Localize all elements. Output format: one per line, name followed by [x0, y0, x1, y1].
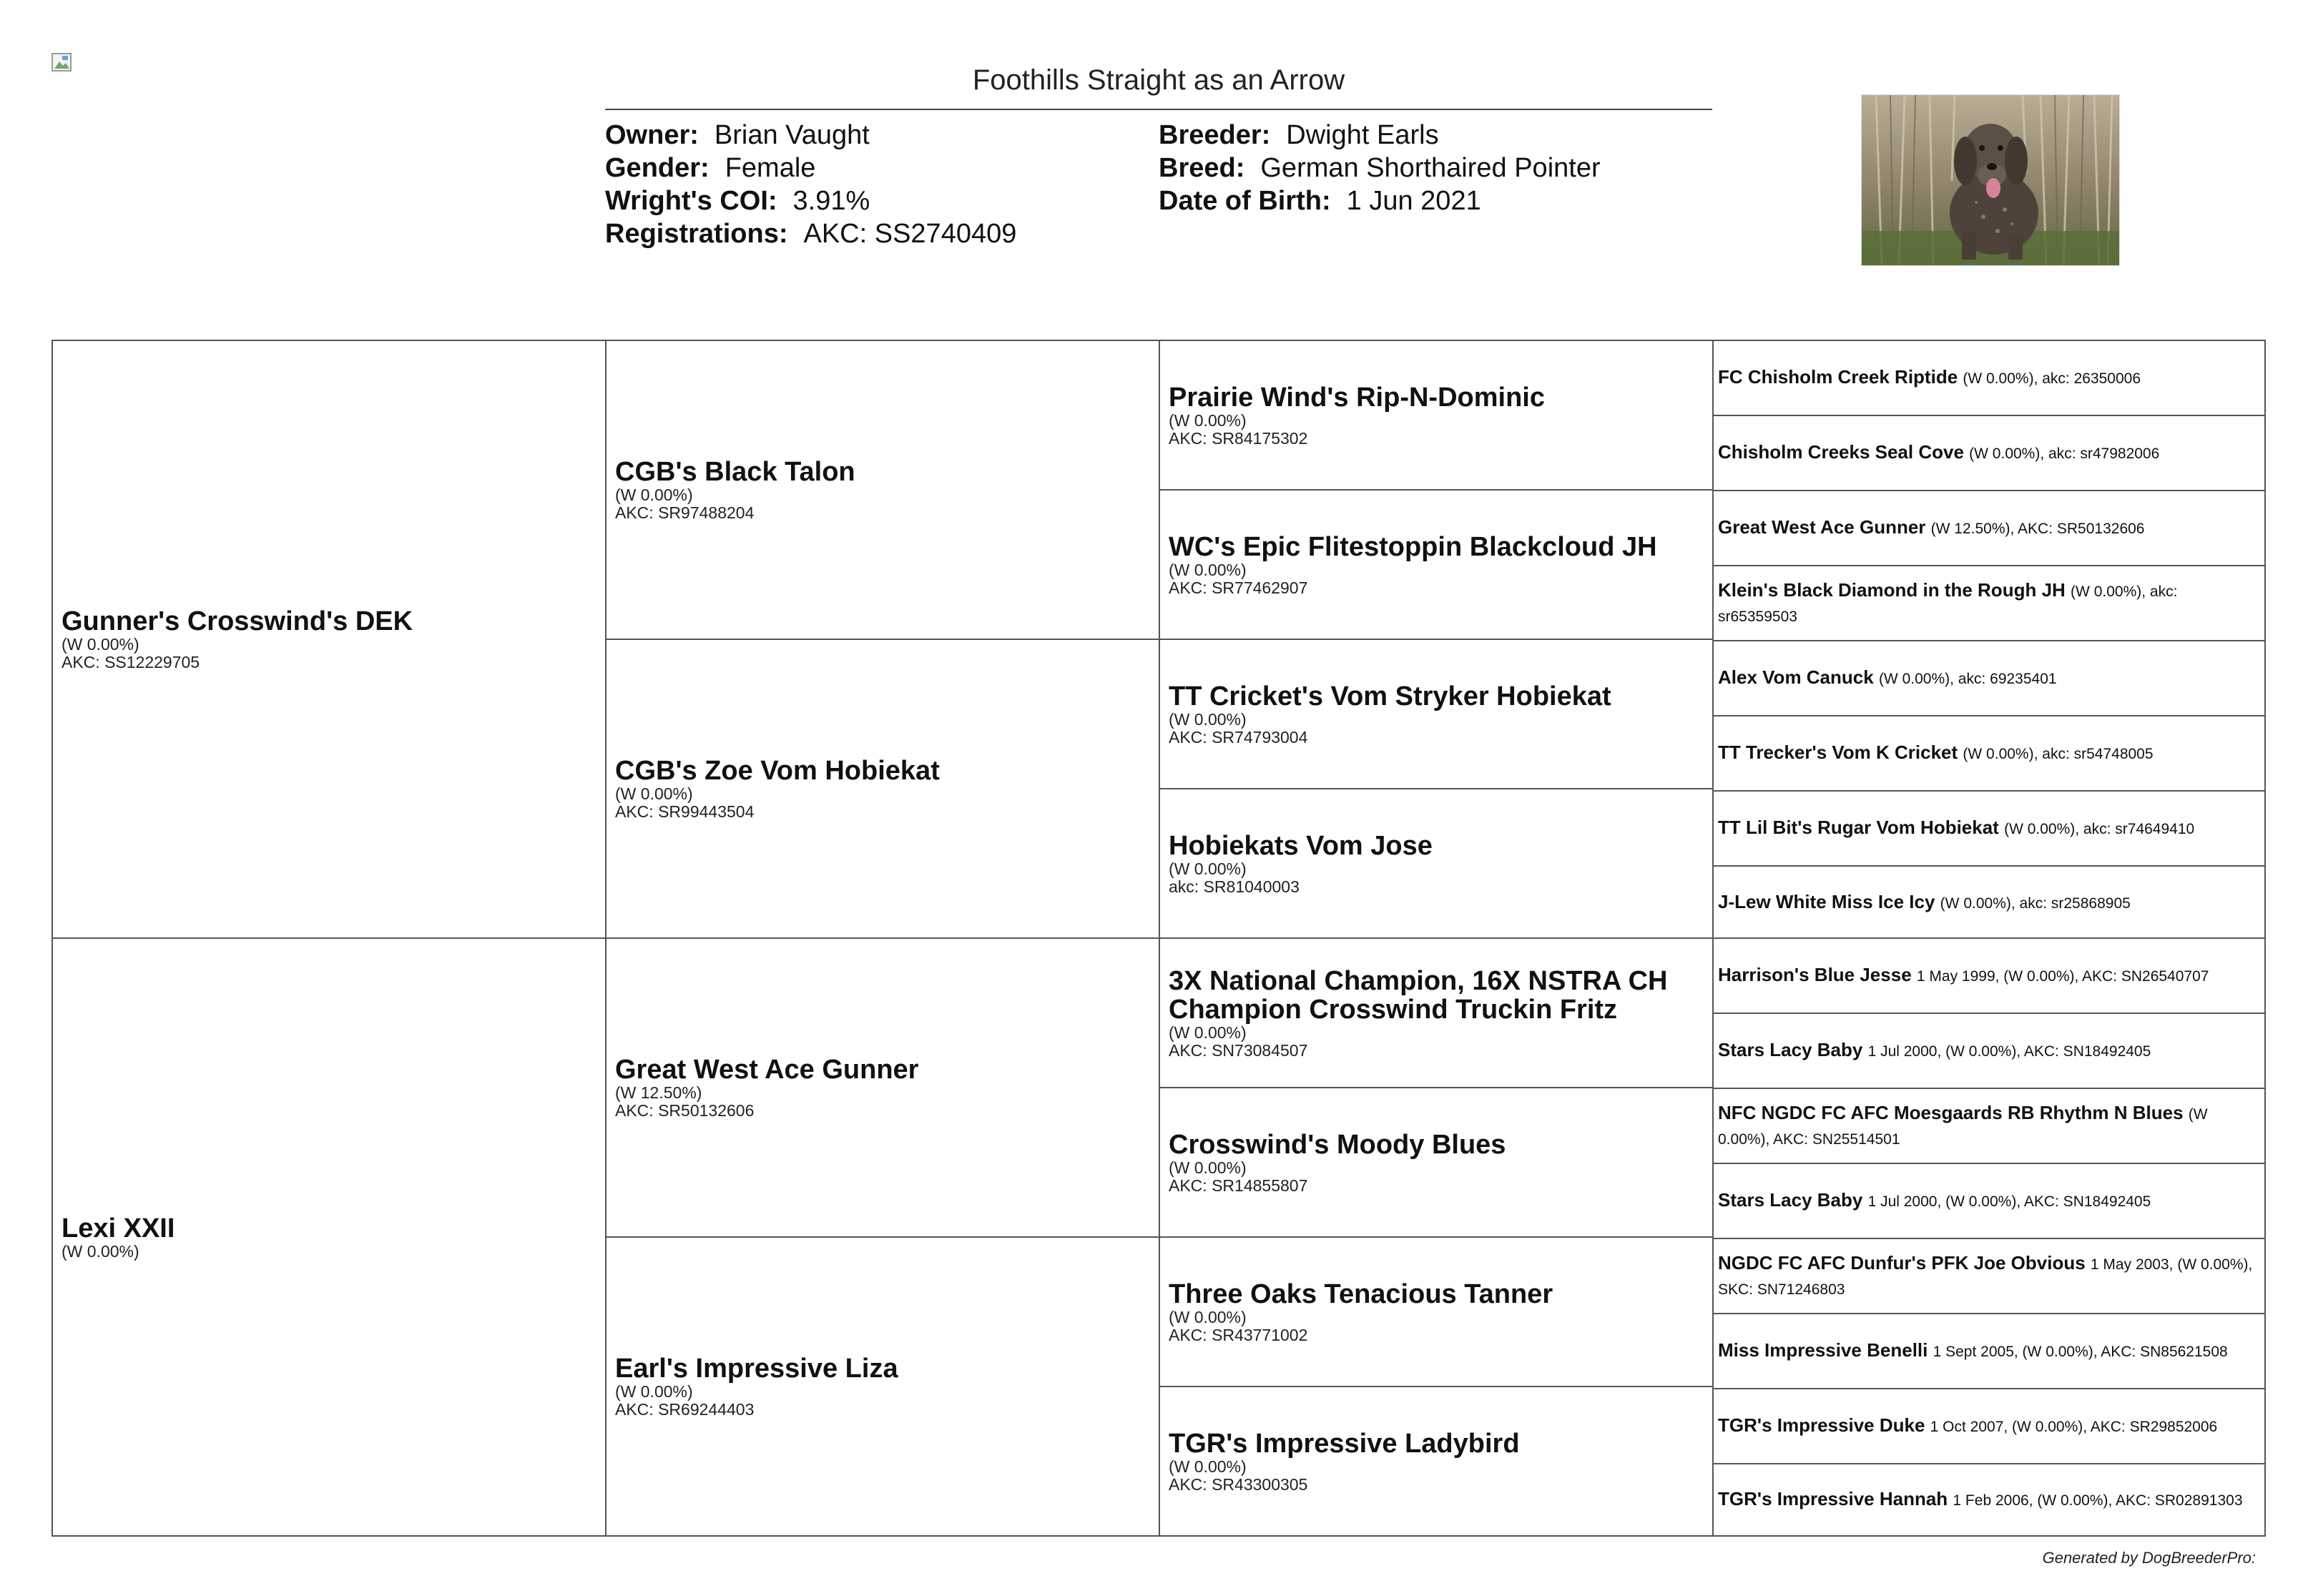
dob-value: 1 Jun 2021 [1346, 186, 1481, 216]
dog-name: NFC NGDC FC AFC Moesgaards RB Rhythm N Blues [1718, 1101, 2184, 1123]
pedigree-dam [51, 937, 607, 1537]
dog-meta: 1 Sept 2005, (W 0.00%), AKC: SN85621508 [1933, 1344, 2228, 1360]
pedigree-gen2-cell [605, 340, 1160, 640]
dog-coi: (W 0.00%) [1169, 1158, 1247, 1177]
dog-photo-image [1862, 95, 2119, 265]
dog-name: TGR's Impressive Ladybird [1169, 1428, 1520, 1459]
breed-row [1159, 152, 1601, 184]
dog-coi: (W 0.00%) [62, 635, 139, 654]
gender-value: Female [725, 153, 816, 183]
pedigree-gen3-cell [1159, 1236, 1714, 1387]
dog-name: Stars Lacy Baby [1718, 1189, 1863, 1211]
breeder-label: Breeder: [1159, 120, 1271, 150]
pedigree-gen4-cell [1712, 1313, 2266, 1389]
dog-name: Gunner's Crosswind's DEK [62, 606, 413, 636]
dog-coi: (W 0.00%) [1169, 410, 1247, 430]
pedigree-gen3-cell [1159, 340, 1714, 491]
dog-registration: AKC: SR74793004 [1169, 727, 1308, 747]
dog-name: Earl's Impressive Liza [615, 1354, 898, 1384]
pedigree-gen3-cell [1159, 1386, 1714, 1537]
dog-name: 3X National Champion, 16X NSTRA CH Champion Crosswind Truckin Fritz [1169, 965, 1668, 1025]
dog-meta: 1 Jul 2000, (W 0.00%), AKC: SN18492405 [1867, 1043, 2151, 1060]
dog-coi: (W 0.00%) [1169, 709, 1247, 729]
breed-value: German Shorthaired Pointer [1260, 153, 1601, 183]
dog-coi: (W 0.00%) [615, 784, 693, 803]
dog-meta: (W 0.00%), akc: 26350006 [1963, 370, 2141, 387]
coi-label: Wright's COI: [605, 186, 777, 216]
dog-meta: (W 0.00%), akc: sr25868905 [1940, 895, 2131, 912]
dog-name: Hobiekats Vom Jose [1169, 830, 1433, 861]
pedigree-gen4-cell [1712, 565, 2266, 641]
dog-name: Stars Lacy Baby [1718, 1039, 1863, 1060]
dog-registration: AKC: SR77462907 [1169, 578, 1308, 597]
pedigree-gen4-cell [1712, 937, 2266, 1014]
gender-row [605, 152, 1016, 184]
dog-name: FC Chisholm Creek Riptide [1718, 366, 1958, 388]
gender-label: Gender: [605, 153, 709, 183]
pedigree-gen4-cell [1712, 1388, 2266, 1464]
dog-name: Miss Impressive Benelli [1718, 1339, 1928, 1361]
gen4-text [1718, 440, 2260, 466]
breeder-row [1159, 119, 1601, 152]
dog-coi: (W 12.50%) [615, 1083, 702, 1102]
dog-registration: AKC: SR43771002 [1169, 1325, 1308, 1344]
gen4-text [1718, 1487, 2260, 1512]
dob-label: Date of Birth: [1159, 186, 1331, 216]
dog-name: Lexi XXII [62, 1213, 175, 1243]
dog-name: Chisholm Creeks Seal Cove [1718, 441, 1964, 463]
dog-name: WC's Epic Flitestoppin Blackcloud JH [1169, 531, 1657, 562]
dog-name: TT Cricket's Vom Stryker Hobiekat [1169, 681, 1611, 711]
coi-row [605, 184, 1016, 217]
dog-coi: (W 0.00%) [615, 486, 693, 504]
gen4-text [1718, 1339, 2260, 1364]
dog-name: CGB's Black Talon [615, 457, 855, 487]
registrations-label: Registrations: [605, 219, 788, 249]
owner-value: Brian Vaught [714, 120, 870, 150]
gen4-text [1718, 1038, 2260, 1063]
dog-meta: (W 0.00%), akc: 69235401 [1878, 671, 2057, 687]
dog-name: Harrison's Blue Jesse [1718, 964, 1912, 985]
dog-name: Great West Ace Gunner [615, 1055, 919, 1085]
pedigree-gen3-cell [1159, 1087, 1714, 1238]
gen4-text [1718, 1251, 2260, 1301]
dog-meta: 1 Jul 2000, (W 0.00%), AKC: SN18492405 [1867, 1193, 2151, 1210]
pedigree-gen3-cell [1159, 639, 1714, 789]
pedigree-gen3-cell [1159, 788, 1714, 939]
dog-registration: AKC: SR84175302 [1169, 428, 1308, 448]
dog-name: Prairie Wind's Rip-N-Dominic [1169, 382, 1545, 413]
dog-registration: AKC: SR50132606 [615, 1101, 755, 1120]
breeder-value: Dwight Earls [1286, 120, 1439, 150]
dog-name: Crosswind's Moody Blues [1169, 1129, 1506, 1160]
dog-registration: AKC: SR97488204 [615, 503, 755, 522]
pedigree-gen2-cell [605, 1236, 1160, 1537]
gen4-text [1718, 1188, 2260, 1213]
dog-registration: AKC: SN73084507 [1169, 1040, 1308, 1060]
dog-name: Three Oaks Tenacious Tanner [1169, 1279, 1553, 1309]
pedigree-gen4-cell [1712, 1088, 2266, 1164]
dog-name: Great West Ace Gunner [1718, 516, 1926, 538]
dog-name: TGR's Impressive Hannah [1718, 1488, 1948, 1509]
pedigree-gen2-cell [605, 639, 1160, 939]
gen4-text [1718, 963, 2260, 988]
dog-registration: AKC: SR99443504 [615, 802, 755, 821]
dog-name: CGB's Zoe Vom Hobiekat [615, 756, 940, 786]
info-right [1159, 119, 1601, 217]
owner-row [605, 119, 1016, 152]
gen4-text [1718, 516, 2260, 541]
gen4-text [1718, 365, 2260, 390]
dog-coi: (W 0.00%) [1169, 1307, 1247, 1326]
pedigree-gen4-cell [1712, 340, 2266, 416]
dog-registration: AKC: SR14855807 [1169, 1176, 1308, 1195]
owner-label: Owner: [605, 120, 699, 150]
gen4-text [1718, 890, 2260, 915]
registrations-value: AKC: SS2740409 [803, 219, 1017, 249]
dog-name: Alex Vom Canuck [1718, 666, 1874, 688]
dog-name: TGR's Impressive Duke [1718, 1414, 1925, 1436]
dog-meta: 1 Feb 2006, (W 0.00%), AKC: SR02891303 [1953, 1492, 2243, 1509]
dog-name: NGDC FC AFC Dunfur's PFK Joe Obvious [1718, 1251, 2086, 1274]
dog-meta: (W 12.50%), AKC: SR50132606 [1930, 521, 2145, 537]
info-left [605, 119, 1016, 250]
dog-coi: (W 0.00%) [1169, 1457, 1247, 1476]
pedigree-gen4-cell [1712, 1238, 2266, 1314]
dog-coi: (W 0.00%) [1169, 1023, 1247, 1042]
gen4-text [1718, 1414, 2260, 1439]
gen4-text [1718, 578, 2260, 629]
pedigree-gen4-cell [1712, 1463, 2266, 1537]
pedigree-gen4-cell [1712, 1013, 2266, 1089]
dog-coi: (W 0.00%) [62, 1241, 139, 1261]
broken-image-icon [51, 53, 74, 73]
dog-coi: (W 0.00%) [1169, 560, 1247, 579]
gen4-text [1718, 1101, 2260, 1151]
pedigree-gen2-cell [605, 937, 1160, 1238]
dog-registration: AKC: SR43300305 [1169, 1474, 1308, 1494]
dog-name: Klein's Black Diamond in the Rough JH [1718, 578, 2066, 601]
dog-meta: 1 May 1999, (W 0.00%), AKC: SN26540707 [1916, 968, 2209, 985]
pedigree-gen4-cell [1712, 490, 2266, 566]
gen4-text [1718, 816, 2260, 841]
dob-row [1159, 184, 1601, 217]
coi-value: 3.91% [792, 186, 870, 216]
dog-registration: AKC: SR69244403 [615, 1400, 755, 1419]
page-title: Foothills Straight as an Arrow [972, 64, 1345, 96]
title-divider [605, 109, 1712, 110]
dog-coi: (W 0.00%) [615, 1382, 693, 1401]
pedigree-gen4-cell [1712, 1163, 2266, 1239]
dog-meta: (W 0.00%), akc: sr47982006 [1969, 445, 2160, 462]
pedigree-gen4-cell [1712, 415, 2266, 491]
dog-meta: 1 Oct 2007, (W 0.00%), AKC: SR29852006 [1930, 1419, 2218, 1435]
pedigree-gen3-cell [1159, 937, 1714, 1088]
pedigree-gen3-cell [1159, 489, 1714, 640]
pedigree-gen4-cell [1712, 790, 2266, 867]
dog-registration: akc: SR81040003 [1169, 877, 1300, 896]
dog-meta: 1 May 2003, (W 0.00%), SKC: SN71246803 [1718, 1256, 2253, 1298]
dog-meta: (W 0.00%), akc: sr65359503 [1718, 583, 2178, 625]
pedigree-sire [51, 340, 607, 939]
dog-name: TT Lil Bit's Rugar Vom Hobiekat [1718, 817, 1999, 838]
dog-meta: (W 0.00%), akc: sr74649410 [2004, 821, 2195, 837]
pedigree-gen4-cell [1712, 865, 2266, 940]
breed-label: Breed: [1159, 153, 1245, 183]
dog-registration: AKC: SS12229705 [62, 653, 200, 671]
registrations-row [605, 217, 1016, 250]
generated-by-note: Generated by DogBreederPro: [2042, 1549, 2256, 1567]
dog-name: J-Lew White Miss Ice Icy [1718, 890, 1935, 912]
dog-name: TT Trecker's Vom K Cricket [1718, 742, 1958, 763]
dog-photo [1861, 94, 2120, 266]
pedigree-gen4-cell [1712, 640, 2266, 716]
dog-meta: (W 0.00%), AKC: SN25514501 [1718, 1105, 2208, 1148]
gen4-text [1718, 741, 2260, 766]
gen4-text [1718, 666, 2260, 691]
pedigree-gen4-cell [1712, 715, 2266, 792]
dog-coi: (W 0.00%) [1169, 859, 1247, 878]
dog-meta: (W 0.00%), akc: sr54748005 [1963, 746, 2154, 762]
